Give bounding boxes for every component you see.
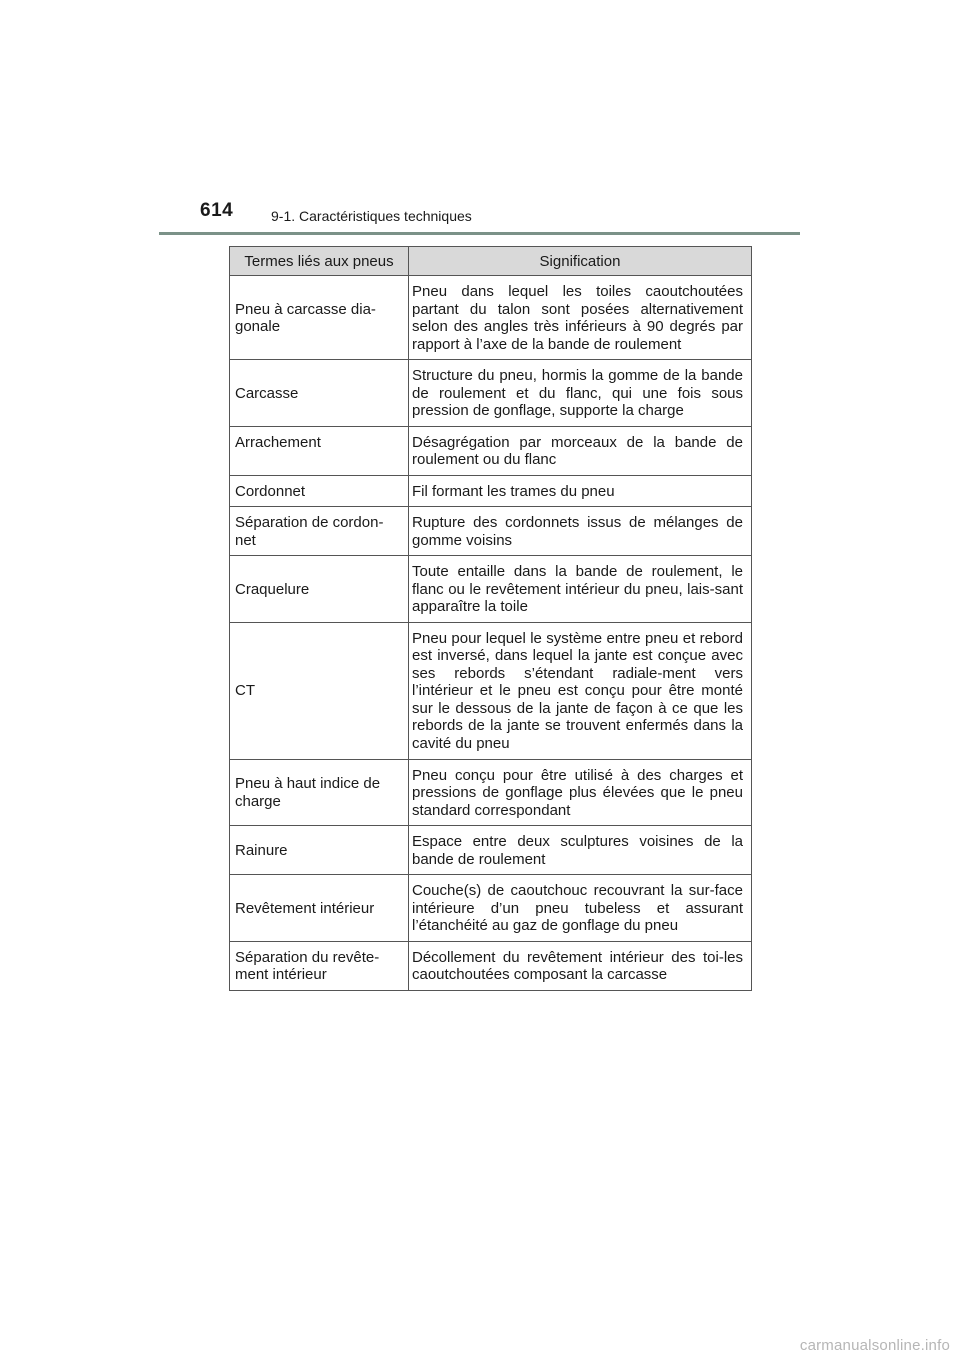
table-row: [230, 875, 752, 942]
meaning-cell: Espace entre deux sculptures voisines de la bande de roulement: [409, 826, 752, 875]
page-header: [0, 0, 960, 240]
page-number: 614: [200, 200, 234, 221]
term-cell: Séparation du revête-ment intérieur: [230, 941, 409, 990]
meaning-cell: Pneu pour lequel le système entre pneu et rebord est inversé, dans lequel la jante est conçue avec ses rebords s’étendant radiale-ment vers l’intérieur et le pneu est conçu pour être monté sur le dessous de la jante de façon à ce que les rebords de la jante se trouvent enfermés dans la cavité du pneu: [409, 622, 752, 759]
meaning-cell: Pneu dans lequel les toiles caoutchoutées partant du talon sont posées alternativement selon des angles très inférieurs à 90 degrés par rapport à l’axe de la bande de roulement: [409, 276, 752, 360]
term-cell: Arrachement: [230, 426, 409, 475]
table-header-row: [230, 247, 752, 276]
table-row: [230, 426, 752, 475]
term-cell: Craquelure: [230, 556, 409, 623]
table-row: [230, 360, 752, 427]
term-cell: Pneu à haut indice de charge: [230, 759, 409, 826]
term-cell: Carcasse: [230, 360, 409, 427]
meaning-cell: Décollement du revêtement intérieur des toi-les caoutchoutées composant la carcasse: [409, 941, 752, 990]
term-cell: Séparation de cordon-net: [230, 507, 409, 556]
table-row: [230, 475, 752, 507]
term-cell: Rainure: [230, 826, 409, 875]
table-row: [230, 556, 752, 623]
meaning-cell: Structure du pneu, hormis la gomme de la bande de roulement et du flanc, qui une fois sous pression de gonflage, supporte la charge: [409, 360, 752, 427]
column-header-terms: Termes liés aux pneus: [230, 247, 409, 276]
table-row: [230, 622, 752, 759]
column-header-meaning: Signification: [409, 247, 752, 276]
term-cell: Revêtement intérieur: [230, 875, 409, 942]
header-divider: [159, 232, 800, 235]
meaning-cell: Rupture des cordonnets issus de mélanges de gomme voisins: [409, 507, 752, 556]
section-title: 9-1. Caractéristiques techniques: [271, 208, 472, 224]
meaning-cell: Désagrégation par morceaux de la bande de roulement ou du flanc: [409, 426, 752, 475]
meaning-cell: Fil formant les trames du pneu: [409, 475, 752, 507]
table-row: [230, 276, 752, 360]
table-row: [230, 759, 752, 826]
term-cell: Cordonnet: [230, 475, 409, 507]
watermark: carmanualsonline.info: [799, 1337, 950, 1354]
term-cell: Pneu à carcasse dia-gonale: [230, 276, 409, 360]
meaning-cell: Pneu conçu pour être utilisé à des charges et pressions de gonflage plus élevées que le pneu standard correspondant: [409, 759, 752, 826]
meaning-cell: Toute entaille dans la bande de roulement, le flanc ou le revêtement intérieur du pneu, lais-sant apparaître la toile: [409, 556, 752, 623]
meaning-cell: Couche(s) de caoutchouc recouvrant la sur-face intérieure d’un pneu tubeless et assurant l’étanchéité au gaz de gonflage du pneu: [409, 875, 752, 942]
tyre-terms-table: [229, 246, 752, 991]
table-row: [230, 941, 752, 990]
term-cell: CT: [230, 622, 409, 759]
table-row: [230, 507, 752, 556]
table-row: [230, 826, 752, 875]
